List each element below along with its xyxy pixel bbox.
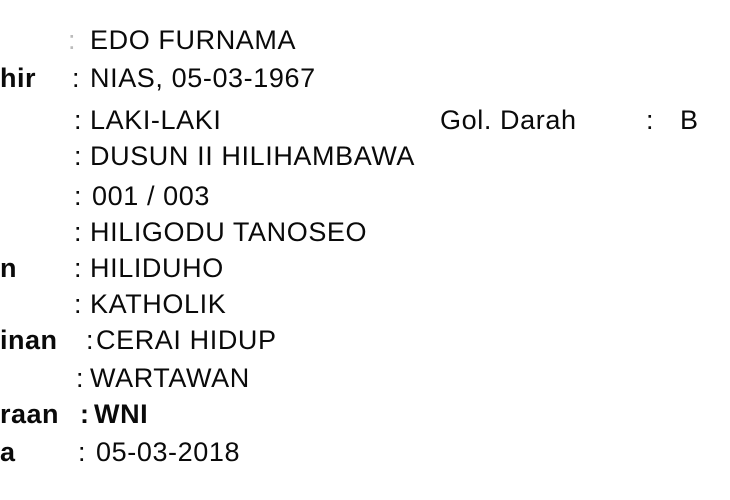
field-label: hir [0, 63, 37, 93]
field-colon: : [74, 217, 82, 247]
field-colon: : [74, 105, 82, 135]
field-value-gender: LAKI-LAKI [90, 105, 222, 135]
field-row-occupation [0, 360, 730, 396]
blood-type-colon: : [646, 105, 654, 135]
field-value-rtrw: 001 / 003 [92, 181, 211, 211]
field-row-marital [0, 322, 730, 358]
field-colon: : [74, 289, 82, 319]
field-label: a [0, 437, 16, 467]
field-colon: : [76, 363, 84, 393]
field-colon: : [78, 437, 86, 467]
field-value-district: HILIDUHO [90, 253, 224, 283]
field-value-valid-until: 05-03-2018 [96, 437, 241, 467]
blood-type-value: B [680, 105, 699, 135]
field-value-citizenship: WNI [94, 399, 149, 429]
field-value-religion: KATHOLIK [90, 289, 227, 319]
field-row-village [0, 214, 730, 250]
field-row-rtrw [0, 178, 730, 214]
field-value-marital: CERAI HIDUP [96, 325, 277, 355]
field-value-birth: NIAS, 05-03-1967 [90, 63, 316, 93]
field-label: raan [0, 399, 60, 429]
field-row-address [0, 138, 730, 174]
field-row-birth [0, 60, 730, 96]
field-row-religion [0, 286, 730, 322]
field-value-address: DUSUN II HILIHAMBAWA [90, 141, 416, 171]
field-colon: : [72, 63, 80, 93]
field-row-gender [0, 102, 730, 138]
blood-type-label: Gol. Darah [440, 105, 577, 135]
field-value-occupation: WARTAWAN [90, 363, 250, 393]
field-colon: : [74, 141, 82, 171]
field-row-citizenship [0, 396, 730, 432]
field-value-name: EDO FURNAMA [90, 25, 297, 55]
field-colon: : [86, 325, 94, 355]
field-row-valid-until [0, 434, 730, 470]
field-value-village: HILIGODU TANOSEO [90, 217, 368, 247]
field-colon: : [74, 181, 82, 211]
field-label: inan [0, 325, 58, 355]
field-row-name [0, 22, 730, 58]
field-colon: : [80, 399, 89, 429]
field-colon: : [68, 25, 76, 55]
field-row-district [0, 250, 730, 286]
field-colon: : [74, 253, 82, 283]
field-label: n [0, 253, 17, 283]
